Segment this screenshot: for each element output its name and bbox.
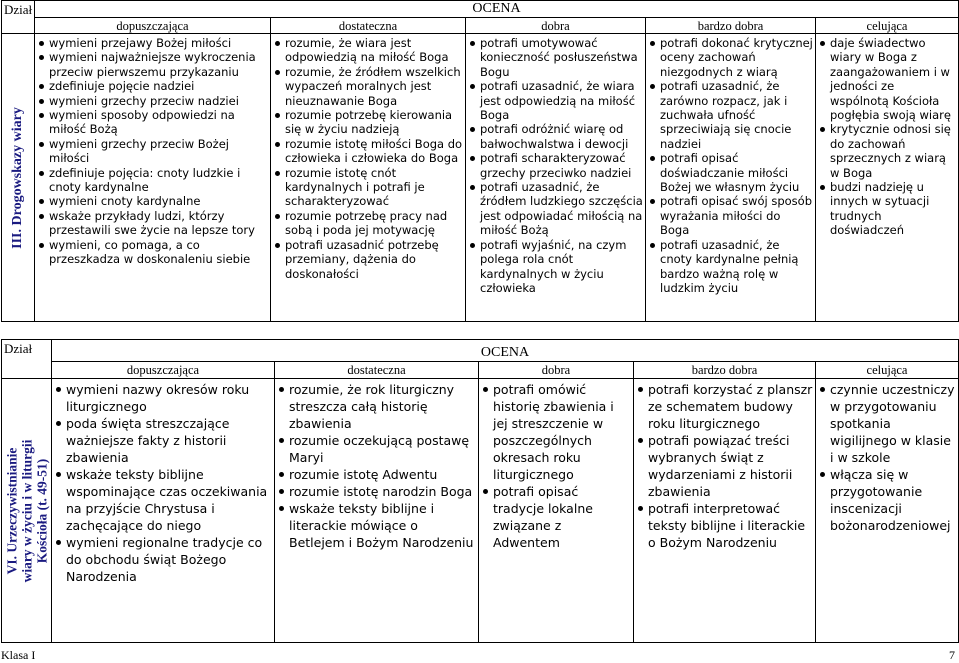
criteria-item: poda święta streszczające ważniejsze fakty z historii zbawienia (52, 415, 274, 466)
criteria-dobra (479, 379, 634, 643)
ocena-header: OCENA (35, 1, 959, 18)
criteria-item: rozumie potrzebę kierowania się w życiu nadzieją (271, 108, 465, 137)
criteria-item: potrafi scharakteryzować grzechy przeciwko nadziei (466, 151, 645, 180)
criteria-item: krytycznie odnosi się do zachowań sprzecznych z wiarą w Boga (816, 122, 958, 180)
criteria-item: rozumie istotę miłości Boga do człowieka i człowieka do Boga (271, 137, 465, 166)
criteria-item: rozumie istotę Adwentu (275, 466, 478, 483)
criteria-item: potrafi uzasadnić potrzebę przemiany, dążenia do doskonałości (271, 238, 465, 281)
page-number: 7 (949, 648, 955, 662)
section-title-line: wiary w życiu i w liturgii (19, 439, 34, 582)
criteria-list (271, 36, 465, 281)
criteria-item: wymieni grzechy przeciw Bożej miłości (35, 137, 270, 166)
criteria-item: wymieni przejawy Bożej miłości (35, 36, 270, 50)
criteria-item: wskaże przykłady ludzi, którzy przestawili swe życie na lepsze tory (35, 209, 270, 238)
criteria-list (816, 381, 958, 534)
criteria-item: potrafi powiązać treści wybranych świąt z wydarzeniami z historii zbawienia (634, 432, 815, 500)
criteria-dopuszczajaca (35, 34, 271, 322)
dzial-header: Dział (2, 1, 35, 34)
criteria-item: potrafi opisać tradycje lokalne związane z Adwentem (479, 483, 633, 551)
section-title (4, 439, 49, 582)
footer-class-label: Klasa I (1, 648, 36, 662)
ocena-header: OCENA (52, 340, 959, 362)
criteria-item: wymieni grzechy przeciw nadziei (35, 94, 270, 108)
dzial-header: Dział (2, 340, 52, 379)
criteria-item: włącza się w przygotowanie inscenizacji bożonarodzeniowej (816, 466, 958, 534)
criteria-dostateczna (271, 34, 466, 322)
criteria-item: rozumie, że wiara jest odpowiedzią na miłość Boga (271, 36, 465, 65)
criteria-item: potrafi uzasadnić, że wiara jest odpowiedzią na miłość Boga (466, 79, 645, 122)
criteria-item: wskaże teksty biblijne i literackie mówiące o Betlejem i Bożym Narodzeniu (275, 500, 478, 551)
level-header-dopuszczajaca: dopuszczająca (35, 18, 271, 34)
criteria-item: potrafi opisać swój sposób wyrażania miłości do Boga (646, 194, 815, 237)
grading-table-section-6 (1, 339, 959, 643)
criteria-item: potrafi uzasadnić, że cnoty kardynalne pełnią bardzo ważną rolę w ludzkim życiu (646, 238, 815, 296)
criteria-item: rozumie istotę narodzin Boga (275, 483, 478, 500)
criteria-item: wymieni, co pomaga, a co przeszkadza w doskonaleniu siebie (35, 238, 270, 267)
criteria-item: potrafi interpretować teksty biblijne i literackie o Bożym Narodzeniu (634, 500, 815, 551)
criteria-list (52, 381, 274, 585)
criteria-item: zdefiniuje pojęcia: cnoty ludzkie i cnoty kardynalne (35, 166, 270, 195)
criteria-item: potrafi wyjaśnić, na czym polega rola cnót kardynalnych w życiu człowieka (466, 238, 645, 296)
criteria-list (466, 36, 645, 295)
criteria-list (646, 36, 815, 295)
criteria-item: potrafi uzasadnić, że źródłem ludzkiego szczęścia jest odpowiadać miłością na miłość Bożą (466, 180, 645, 238)
criteria-item: potrafi dokonać krytycznej oceny zachowań niezgodnych z wiarą (646, 36, 815, 79)
criteria-item: wymieni regionalne tradycje co do obchodu świąt Bożego Narodzenia (52, 534, 274, 585)
criteria-item: wskaże teksty biblijne wspominające czas oczekiwania na przyjście Chrystusa i zachęcające do niego (52, 466, 274, 534)
criteria-item: daje świadectwo wiary w Boga z zaangażowaniem i w jedności ze wspólnotą Kościoła pogłębia swoją wiarę (816, 36, 958, 122)
criteria-list (35, 36, 270, 267)
criteria-item: potrafi uzasadnić, że zarówno rozpacz, jak i zuchwała ufność sprzeciwiają się cnocie nadziei (646, 79, 815, 151)
criteria-item: rozumie istotę cnót kardynalnych i potrafi je scharakteryzować (271, 166, 465, 209)
level-header-celujaca: celująca (816, 362, 959, 379)
criteria-item: rozumie potrzebę pracy nad sobą i poda jej motywację (271, 209, 465, 238)
level-header-celujaca: celująca (816, 18, 959, 34)
section-title: III. Drogowskazy wiary (10, 106, 25, 249)
criteria-item: potrafi umotywować konieczność posłuszeństwa Bogu (466, 36, 645, 79)
criteria-item: wymieni najważniejsze wykroczenia przeciw pierwszemu przykazaniu (35, 50, 270, 79)
section-title-cell (2, 34, 35, 322)
criteria-item: potrafi odróżnić wiarę od bałwochwalstwa i dewocji (466, 122, 645, 151)
criteria-dostateczna (275, 379, 479, 643)
criteria-list (479, 381, 633, 551)
criteria-item: potrafi korzystać z planszr ze schematem budowy roku liturgicznego (634, 381, 815, 432)
level-header-bardzo-dobra: bardzo dobra (634, 362, 816, 379)
level-header-dostateczna: dostateczna (271, 18, 466, 34)
criteria-dobra (466, 34, 646, 322)
criteria-item: zdefiniuje pojęcie nadziei (35, 79, 270, 93)
criteria-item: rozumie oczekującą postawę Maryi (275, 432, 478, 466)
criteria-item: rozumie, że źródłem wszelkich wypaczeń moralnych jest nieuznawanie Boga (271, 65, 465, 108)
criteria-list (634, 381, 815, 551)
grading-table-section-3 (1, 0, 959, 322)
section-title-line: Kościoła (t. 49-51) (34, 458, 49, 563)
criteria-bardzo-dobra (646, 34, 816, 322)
level-header-bardzo-dobra: bardzo dobra (646, 18, 816, 34)
criteria-item: wymieni sposoby odpowiedzi na miłość Bożą (35, 108, 270, 137)
criteria-item: wymieni cnoty kardynalne (35, 194, 270, 208)
criteria-list (816, 36, 958, 238)
criteria-list (275, 381, 478, 551)
level-header-dobra: dobra (466, 18, 646, 34)
criteria-item: potrafi omówić historię zbawienia i jej streszczenie w poszczególnych okresach roku liturgicznego (479, 381, 633, 483)
criteria-item: rozumie, że rok liturgiczny streszcza całą historię zbawienia (275, 381, 478, 432)
section-title-line: VI. Urzeczywistnianie (4, 447, 19, 574)
criteria-dopuszczajaca (52, 379, 275, 643)
level-header-dopuszczajaca: dopuszczająca (52, 362, 275, 379)
level-header-dobra: dobra (479, 362, 634, 379)
criteria-bardzo-dobra (634, 379, 816, 643)
criteria-item: budzi nadzieję u innych w sytuacji trudnych doświadczeń (816, 180, 958, 238)
section-title-cell (2, 379, 52, 643)
criteria-item: wymieni nazwy okresów roku liturgicznego (52, 381, 274, 415)
level-header-dostateczna: dostateczna (275, 362, 479, 379)
criteria-item: czynnie uczestniczy w przygotowaniu spotkania wigilijnego w klasie i w szkole (816, 381, 958, 466)
criteria-item: potrafi opisać doświadczanie miłości Bożej we własnym życiu (646, 151, 815, 194)
criteria-celujaca (816, 379, 959, 643)
criteria-celujaca (816, 34, 959, 322)
